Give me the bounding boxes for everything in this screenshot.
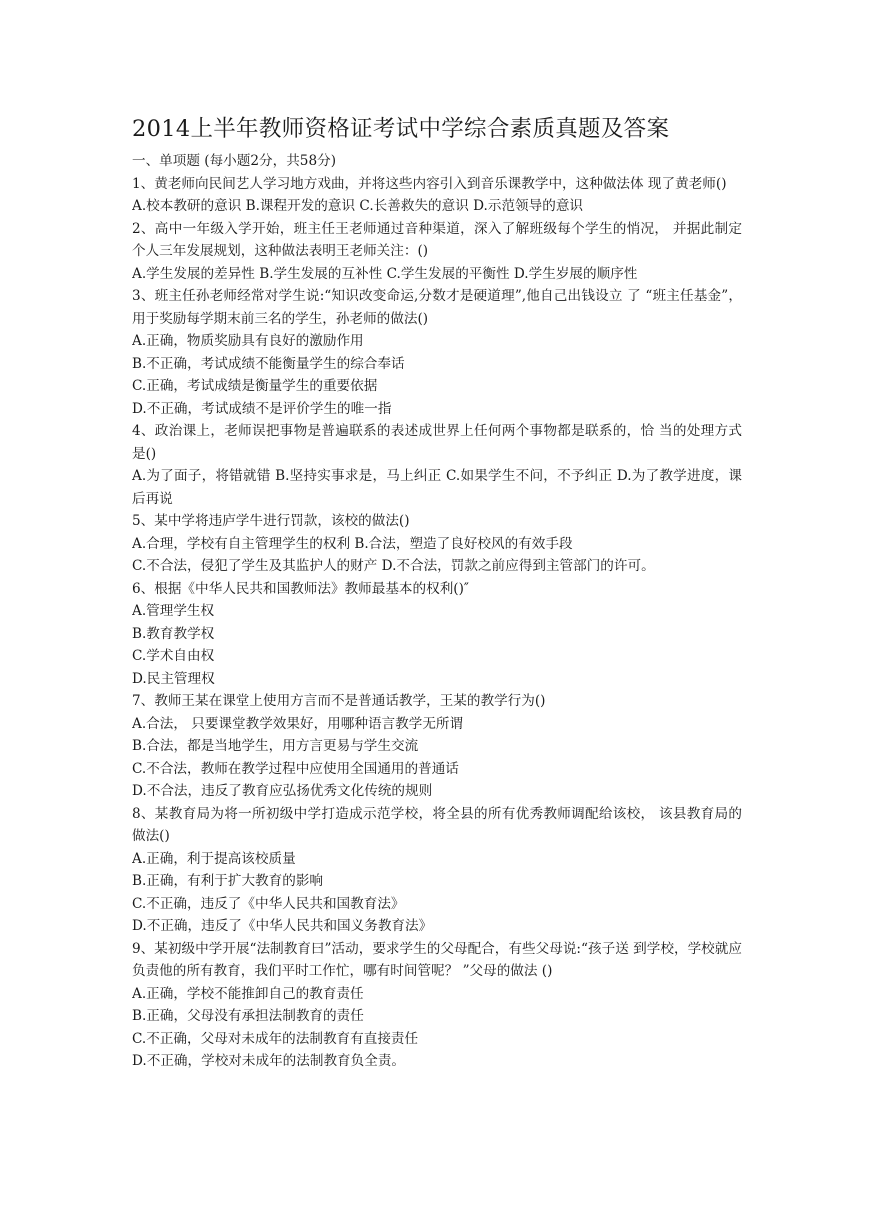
question-option: B.正确，父母没有承担法制教育的责任 [132, 1008, 364, 1024]
question-option: A.正确，物质奖励具有良好的激励作用 [132, 333, 364, 349]
question-options: A.校本教研的意识 B.课程开发的意识 C.长善救失的意识 D.示范领导的意识 [132, 198, 584, 214]
section-heading: 一、单项题 (每小题2分，共58分) [132, 153, 336, 169]
question-stem: 3、班主任孙老师经常对学生说:“知识改变命运,分数才是硬道理”,他自己出钱设立 了 “班主任基金”，用于奖励每学期末前三名的学生，孙老师的做法() [132, 288, 742, 327]
question-option: A.合法， 只要课堂教学效果好，用哪种语言教学无所谓 [132, 715, 464, 732]
question-stem: 5、某中学将违庐学牛进行罚款，该校的做法() [132, 513, 410, 529]
question-stem: 6、根据《中华人民共和国教师法》教师最基本的权利()″ [132, 580, 469, 597]
question-option: B.正确，有利于扩大教育的影响 [132, 873, 324, 889]
question-options: A.学生发展的差异性 B.学生发展的互补性 C.学生发展的平衡性 D.学生岁展的顺序性 [132, 265, 638, 282]
question-stem: 4、政治课上，老师误把事物是普遍联系的表述成世界上任何两个事物都是联系的，恰 当的处理方式是() [132, 423, 742, 462]
question-stem: 8、某教育局为将一所初级中学打造成示范学校，将全县的所有优秀教师调配给该校， 该县教育局的做法() [132, 805, 742, 844]
question-stem: 2、高中一年级入学开始，班主任王老师通过音种渠道，深入了解班级每个学生的悄况， 并据此制定个人三年发展规划，这种做法表明王老师关注：() [132, 220, 742, 259]
question-option: D.不正确，违反了《中华人民共和国义务教育法》 [132, 918, 433, 934]
question-option: A.管理学生权 [132, 603, 215, 619]
question-option: C.不合法，侵犯了学生及其监护人的财产 D.不合法，罚款之前应得到主管部门的许可。 [132, 558, 655, 574]
question-stem: 9、某初级中学开展“法制教育曰”活动，要求学生的父母配合，有些父母说:“孩子送 到学校，学校就应负责他的所有教育，我们平时工作忙，哪有时间管呢？ ”父母的做法 () [132, 940, 742, 979]
question-option: D.不正确，考试成绩不是评价学生的唯一指 [132, 400, 392, 417]
question-option: B.合法，都是当地学生，用方言更易与学生交流 [132, 738, 419, 754]
document-title: 2014上半年教师资格证考试中学综合素质真题及答案 [132, 116, 670, 142]
question-stem: 7、教师王某在课堂上使用方言而不是普通话教学，王某的教学行为() [132, 693, 546, 709]
question-stem: 1、黄老师向民间艺人学习地方戏曲，并将这些内容引入到音乐课教学中，这种做法体 现了黄老师() [132, 175, 727, 192]
question-option: A.正确，利于提高该校质量 [132, 850, 296, 867]
question-option: B.不正确，考试成绩不能衡量学生的综合奉话 [132, 355, 405, 372]
document-page [132, 112, 742, 1073]
question-option: C.不正确，违反了《中华人民共和国教育法》 [132, 895, 405, 912]
question-option: D.不合法，违反了教育应弘扬优秀文化传统的规则 [132, 783, 433, 799]
question-option: B.教育教学权 [132, 625, 215, 642]
question-option: D.民主管理权 [132, 670, 215, 687]
question-option: C.学术自由权 [132, 648, 215, 664]
question-options: A.为了面子，将错就错 B.坚持实事求是，马上纠正 C.如果学生不问，不予纠正 D.为了教学进度，课后再说 [132, 468, 742, 507]
question-option: C.不正确，父母对未成年的法制教育有直接责任 [132, 1030, 419, 1047]
question-option: C.不合法，教师在教学过程中应使用全国通用的普通话 [132, 760, 459, 777]
question-option: A.正确，学校不能推卸自己的教育责任 [132, 985, 364, 1002]
question-option: A.合理，学校有自主管理学生的权利 B.合法，塑造了良好校风的有效手段 [132, 535, 573, 552]
question-option: D.不正确，学校对未成年的法制教育负全责。 [132, 1053, 406, 1069]
question-option: C.正确，考试成绩是衡量学生的重要依据 [132, 378, 378, 394]
